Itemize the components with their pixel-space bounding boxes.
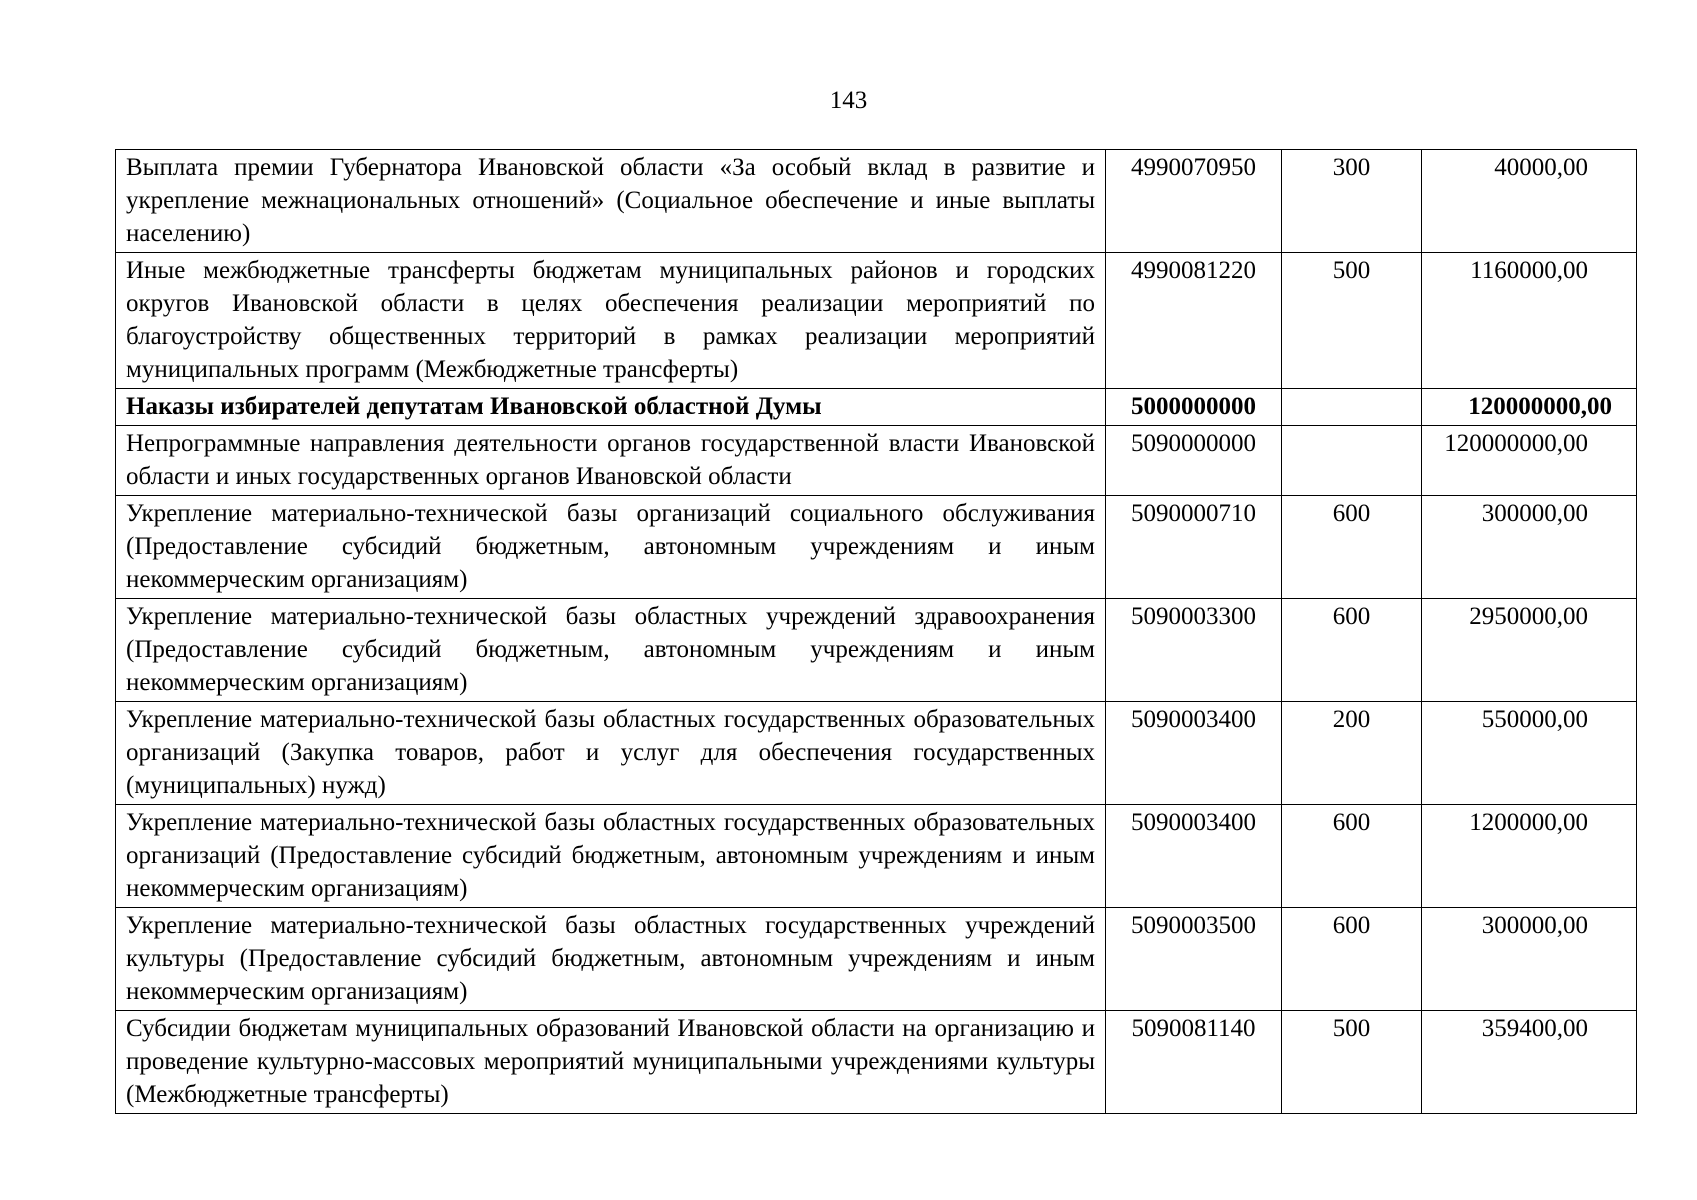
expense-name-cell: Укрепление материально-технической базы областных государственных учреждений культуры (Предоставление субсидий бюджетным, автономным учреждениям и иным некоммерческим организациям) [116,908,1106,1011]
target-code-cell: 5090003300 [1106,599,1282,702]
target-code-cell: 5090000710 [1106,496,1282,599]
amount-cell: 40000,00 [1422,150,1637,253]
expense-type-cell: 300 [1282,150,1422,253]
table-row [116,599,1637,702]
expense-name-cell: Выплата премии Губернатора Ивановской области «За особый вклад в развитие и укрепление межнациональных отношений» (Социальное обеспечение и иные выплаты населению) [116,150,1106,253]
expense-type-cell: 600 [1282,496,1422,599]
page-number: 143 [829,87,868,114]
amount-cell: 1200000,00 [1422,805,1637,908]
target-code-cell: 5090000000 [1106,426,1282,496]
expense-type-cell [1282,426,1422,496]
expense-type-cell: 500 [1282,253,1422,389]
expense-name-cell: Непрограммные направления деятельности органов государственной власти Ивановской области и иных государственных органов Ивановской области [116,426,1106,496]
table-row [116,426,1637,496]
table-row [116,1011,1637,1114]
target-code-cell: 5090003500 [1106,908,1282,1011]
expense-type-cell: 600 [1282,805,1422,908]
table-row-section-heading [116,389,1637,426]
target-code-cell: 5090081140 [1106,1011,1282,1114]
expense-type-cell: 500 [1282,1011,1422,1114]
target-code-cell: 5000000000 [1106,389,1282,426]
amount-cell: 120000000,00 [1422,389,1637,426]
table-row [116,805,1637,908]
expense-name-cell: Укрепление материально-технической базы областных учреждений здравоохранения (Предоставление субсидий бюджетным, автономным учреждениям и иным некоммерческим организациям) [116,599,1106,702]
table-row [116,253,1637,389]
amount-cell: 300000,00 [1422,908,1637,1011]
expense-name-cell: Субсидии бюджетам муниципальных образований Ивановской области на организацию и проведение культурно-массовых мероприятий муниципальными учреждениями культуры (Межбюджетные трансферты) [116,1011,1106,1114]
amount-cell: 550000,00 [1422,702,1637,805]
table-row [116,496,1637,599]
amount-cell: 2950000,00 [1422,599,1637,702]
expense-name-cell: Наказы избирателей депутатам Ивановской областной Думы [116,389,1106,426]
target-code-cell: 5090003400 [1106,702,1282,805]
expense-type-cell: 200 [1282,702,1422,805]
expense-type-cell [1282,389,1422,426]
target-code-cell: 4990070950 [1106,150,1282,253]
table-row [116,150,1637,253]
target-code-cell: 4990081220 [1106,253,1282,389]
expense-type-cell: 600 [1282,908,1422,1011]
budget-table [115,149,1637,1114]
amount-cell: 359400,00 [1422,1011,1637,1114]
expense-name-cell: Укрепление материально-технической базы областных государственных образовательных организаций (Предоставление субсидий бюджетным, автономным учреждениям и иным некоммерческим организациям) [116,805,1106,908]
amount-cell: 300000,00 [1422,496,1637,599]
expense-name-cell: Укрепление материально-технической базы областных государственных образовательных организаций (Закупка товаров, работ и услуг для обеспечения государственных (муниципальных) нужд) [116,702,1106,805]
table-row [116,702,1637,805]
target-code-cell: 5090003400 [1106,805,1282,908]
amount-cell: 1160000,00 [1422,253,1637,389]
table-row [116,908,1637,1011]
amount-cell: 120000000,00 [1422,426,1637,496]
expense-name-cell: Укрепление материально-технической базы организаций социального обслуживания (Предоставление субсидий бюджетным, автономным учреждениям и иным некоммерческим организациям) [116,496,1106,599]
expense-type-cell: 600 [1282,599,1422,702]
table-body [116,150,1637,1114]
expense-name-cell: Иные межбюджетные трансферты бюджетам муниципальных районов и городских округов Ивановской области в целях обеспечения реализации мероприятий по благоустройству общественных территорий в рамках реализации мероприятий муниципальных программ (Межбюджетные трансферты) [116,253,1106,389]
